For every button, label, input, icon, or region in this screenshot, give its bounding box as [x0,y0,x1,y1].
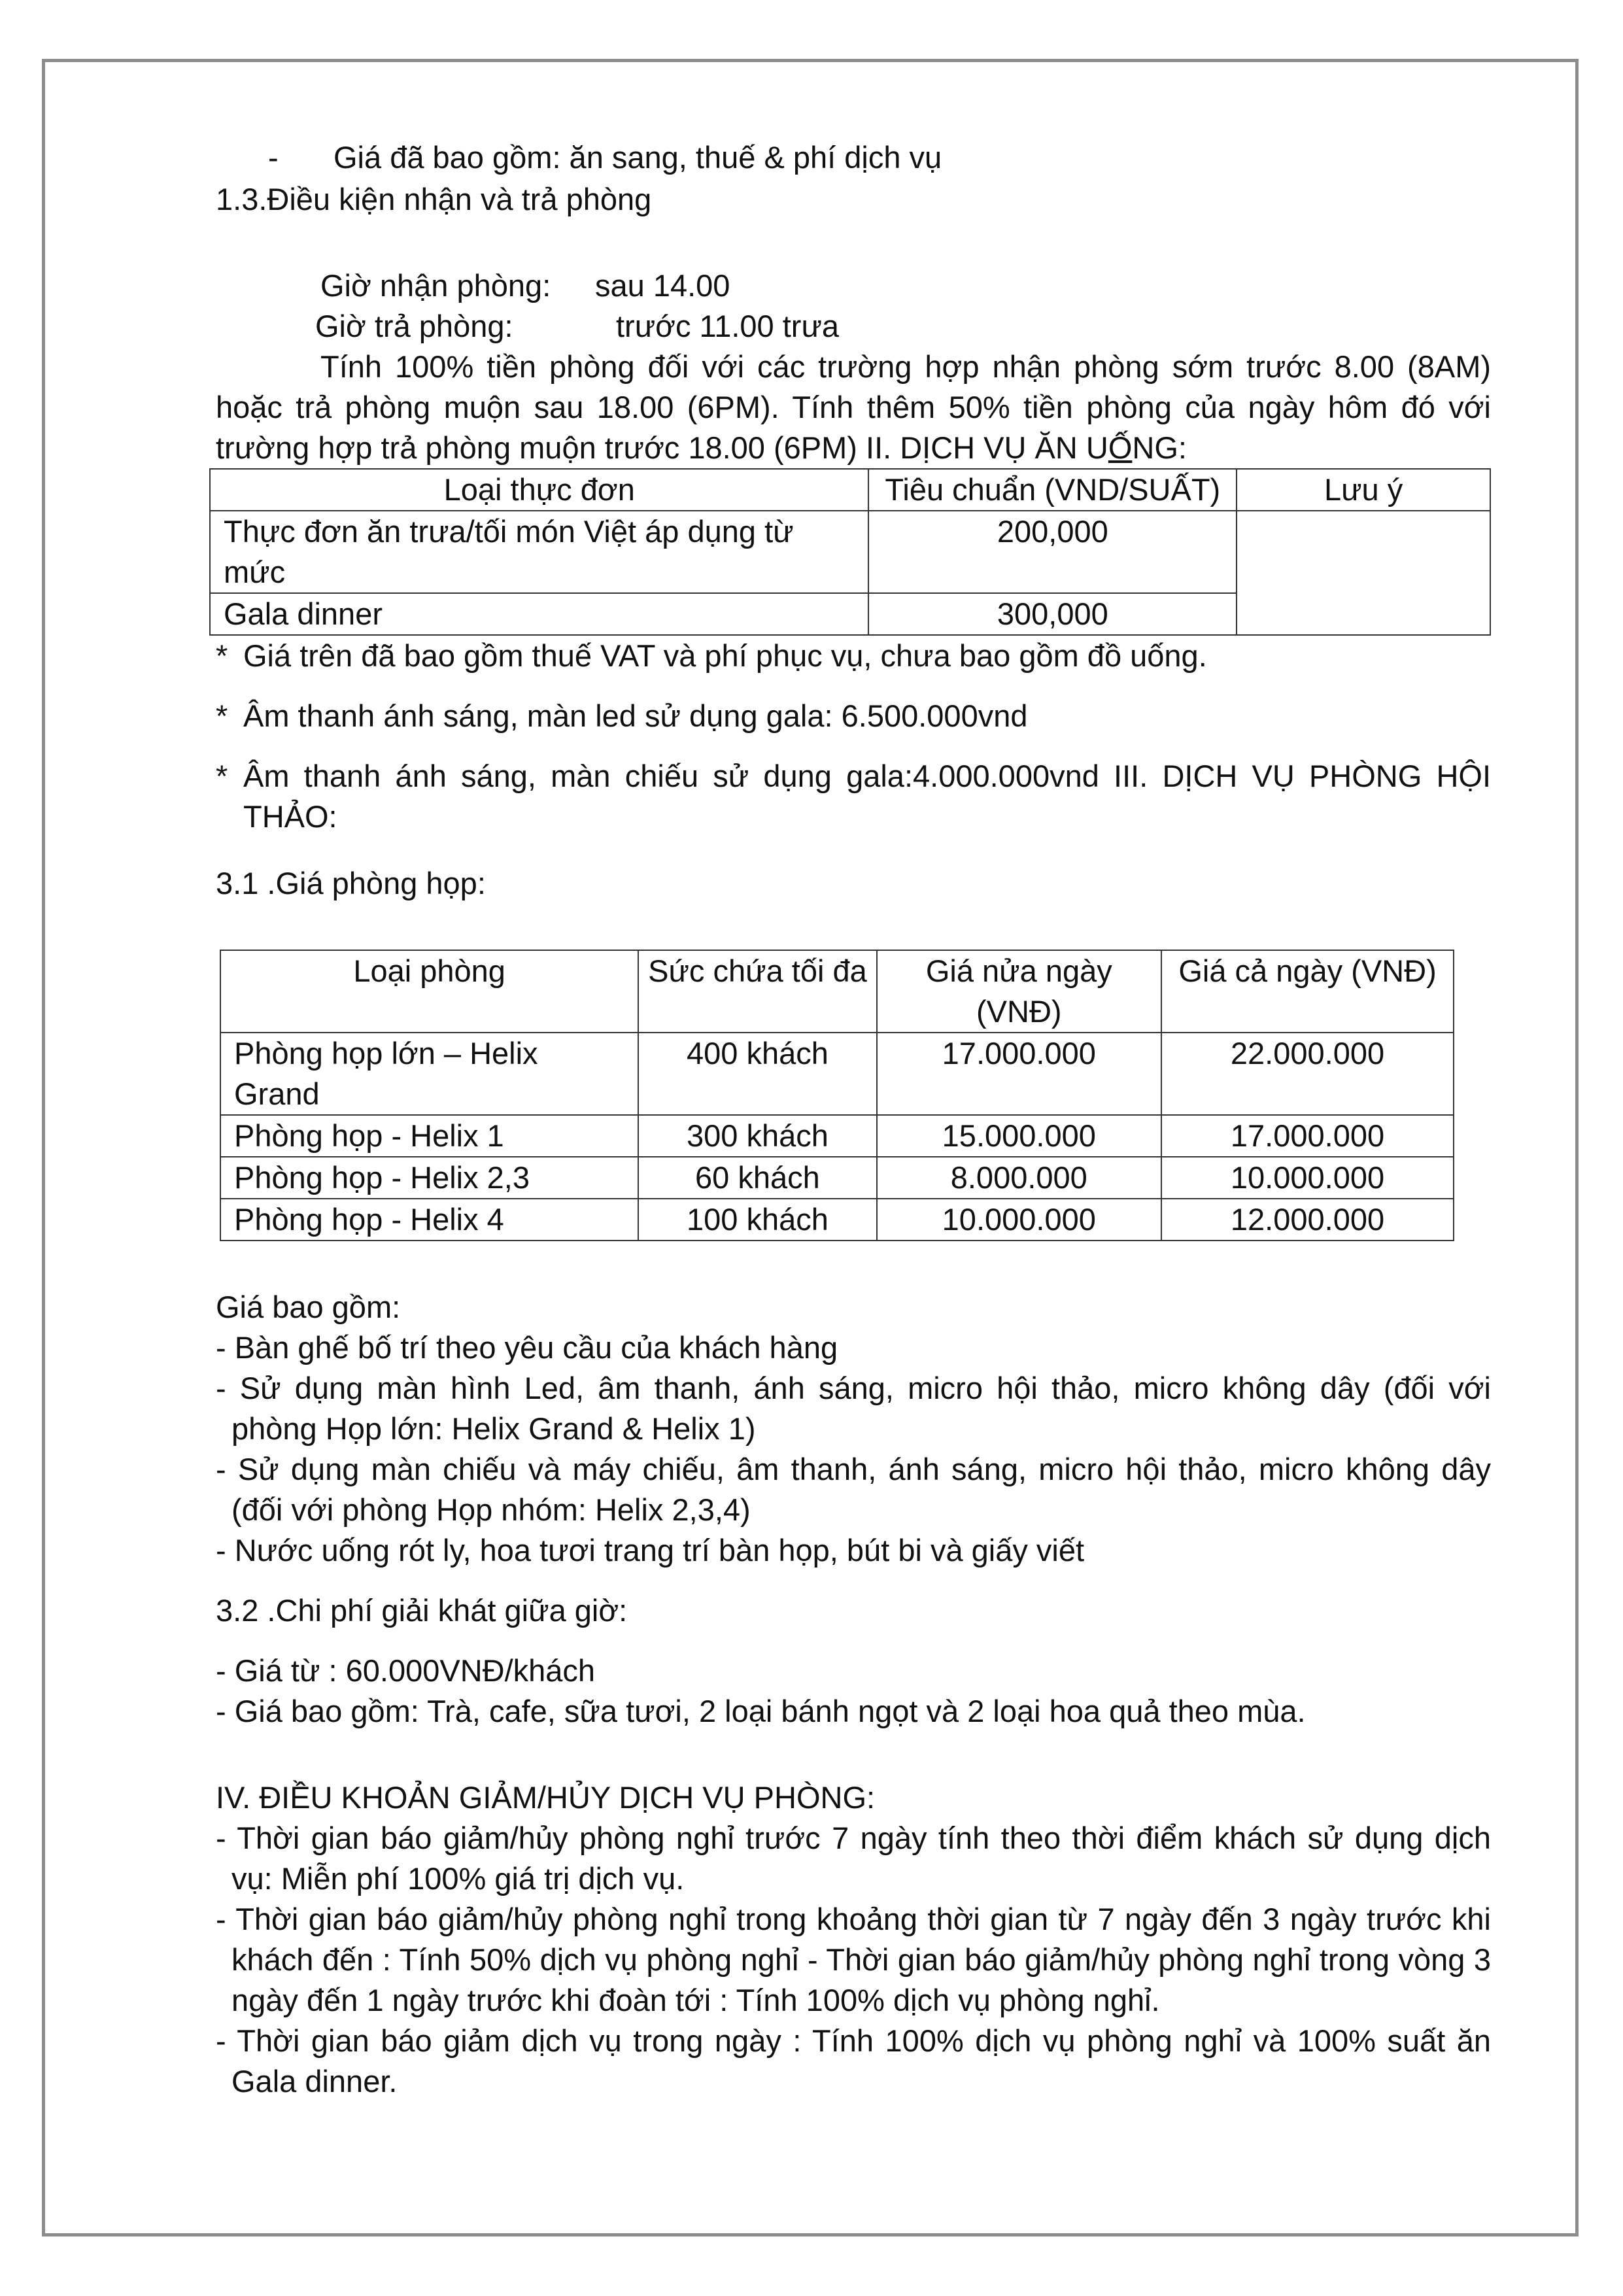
menu-row-name: Gala dinner [210,593,868,635]
note-marker: * [216,759,228,793]
menu-note-1 [216,636,1491,676]
checkout-value: trước 11.00 trưa [616,309,840,343]
meeting-room-full-day: 12.000.000 [1161,1199,1454,1241]
list-item: - Sử dụng màn chiếu và máy chiếu, âm thanh, ánh sáng, micro hội thảo, micro không dây (đối với phòng Họp nhóm: Helix 2,3,4) [216,1452,1491,1527]
menu-row-name: Thực đơn ăn trưa/tối món Việt áp dụng từ mức [210,511,868,593]
meeting-room-table [220,950,1454,1241]
intro-bullet [216,137,1491,178]
section-2-heading-underlined: Ố [1108,430,1133,465]
section-1-3-heading: 1.3.Điều kiện nhận và trả phòng [216,182,652,216]
table-row [220,1157,1454,1199]
section-2-heading [857,430,1187,465]
meeting-room-full-day: 10.000.000 [1161,1157,1454,1199]
section-2-heading-suffix: NG: [1132,430,1187,465]
section-3-1-heading: 3.1 .Giá phòng họp: [216,866,486,900]
list-item: - Giá từ : 60.000VNĐ/khách [216,1653,596,1688]
note-marker: * [216,638,228,673]
table-row [210,511,1490,593]
menu-note-2 [216,696,1491,736]
meeting-room-half-day: 8.000.000 [877,1157,1161,1199]
menu-header-standard: Tiêu chuẩn (VND/SUẤT) [868,469,1237,511]
meeting-room-name: Phòng họp - Helix 2,3 [220,1157,638,1199]
room-policy-paragraph [216,347,1491,468]
meeting-room-half-day: 15.000.000 [877,1115,1161,1157]
meeting-room-name: Phòng họp - Helix 1 [220,1115,638,1157]
meeting-room-capacity: 400 khách [638,1033,876,1115]
section-4-heading: IV. ĐIỀU KHOẢN GIẢM/HỦY DỊCH VỤ PHÒNG: [216,1780,876,1815]
section-2-heading-prefix: II. DỊCH VỤ ĂN U [857,430,1108,465]
menu-table [209,468,1491,636]
menu-note-3 [216,756,1491,837]
list-item: - Nước uống rót ly, hoa tươi trang trí bàn họp, bút bi và giấy viết [216,1533,1085,1568]
checkout-line [216,306,1491,347]
meeting-header-room: Loại phòng [220,950,638,1033]
checkin-label: Giờ nhận phòng: [320,268,551,303]
menu-header-type: Loại thực đơn [210,469,868,511]
meeting-table-header-row [220,950,1454,1033]
section-3-2-heading: 3.2 .Chi phí giải khát giữa giờ: [216,1593,628,1628]
meeting-room-half-day: 10.000.000 [877,1199,1161,1241]
meeting-header-full-day: Giá cả ngày (VNĐ) [1161,950,1454,1033]
list-item: - Bàn ghế bố trí theo yêu cầu của khách hàng [216,1330,838,1365]
list-item: - Sử dụng màn hình Led, âm thanh, ánh sáng, micro hội thảo, micro không dây (đối với phòng Họp lớn: Helix Grand & Helix 1) [216,1371,1491,1446]
table-row [220,1115,1454,1157]
note-marker: * [216,698,228,733]
checkout-label: Giờ trả phòng: [315,309,513,343]
meeting-header-half-day: Giá nửa ngày (VNĐ) [877,950,1161,1033]
document-body [216,137,1491,2102]
meeting-room-half-day: 17.000.000 [877,1033,1161,1115]
section-3-heading: III. DỊCH VỤ PHÒNG HỘI THẢO: [243,759,1491,834]
menu-row-price: 200,000 [868,511,1237,593]
menu-note-2-text: Âm thanh ánh sáng, màn led sử dụng gala: 6.500.000vnd [243,698,1028,733]
list-item: - Thời gian báo giảm/hủy phòng nghỉ trong khoảng thời gian từ 7 ngày đến 3 ngày trước khi khách đến : Tính 50% dịch vụ phòng nghỉ - Thời gian báo giảm/hủy phòng nghỉ trong vòng 3 ngày đến 1 ngày trước khi đoàn tới : Tính 100% dịch vụ phòng nghỉ. [216,1902,1491,2017]
table-row [220,1199,1454,1241]
meeting-room-full-day: 22.000.000 [1161,1033,1454,1115]
menu-row-price: 300,000 [868,593,1237,635]
checkin-value: sau 14.00 [595,268,730,303]
menu-note-3-text: Âm thanh ánh sáng, màn chiếu sử dụng gala:4.000.000vnd [243,759,1099,793]
meeting-room-capacity: 60 khách [638,1157,876,1199]
list-item: - Thời gian báo giảm/hủy phòng nghỉ trước 7 ngày tính theo thời điểm khách sử dụng dịch vụ: Miễn phí 100% giá trị dịch vụ. [216,1821,1491,1896]
list-item: - Giá bao gồm: Trà, cafe, sữa tươi, 2 loại bánh ngọt và 2 loại hoa quả theo mùa. [216,1694,1306,1728]
meeting-room-name: Phòng họp lớn – Helix Grand [220,1033,638,1115]
table-row [220,1033,1454,1115]
menu-note-cell [1237,511,1490,635]
meeting-header-capacity: Sức chứa tối đa [638,950,876,1033]
meeting-room-capacity: 300 khách [638,1115,876,1157]
bullet-marker: - [268,140,279,175]
menu-note-1-text: Giá trên đã bao gồm thuế VAT và phí phục vụ, chưa bao gồm đồ uống. [243,638,1207,673]
intro-bullet-text: Giá đã bao gồm: ăn sang, thuế & phí dịch vụ [333,140,942,175]
list-item: - Thời gian báo giảm dịch vụ trong ngày : Tính 100% dịch vụ phòng nghỉ và 100% suất ăn Gala dinner. [216,2023,1491,2099]
meeting-room-name: Phòng họp - Helix 4 [220,1199,638,1241]
meeting-room-capacity: 100 khách [638,1199,876,1241]
room-policy-text: Tính 100% tiền phòng đối với các trường hợp nhận phòng sớm trước 8.00 (8AM) hoặc trả phòng muộn sau 18.00 (6PM). Tính thêm 50% tiền phòng của ngày hôm đó với trường hợp trả phòng muộn trước 18.00 (6PM) [216,349,1491,465]
checkin-line [216,266,1491,306]
meeting-room-full-day: 17.000.000 [1161,1115,1454,1157]
menu-table-header-row [210,469,1490,511]
includes-heading: Giá bao gồm: [216,1290,401,1324]
menu-header-note: Lưu ý [1237,469,1490,511]
